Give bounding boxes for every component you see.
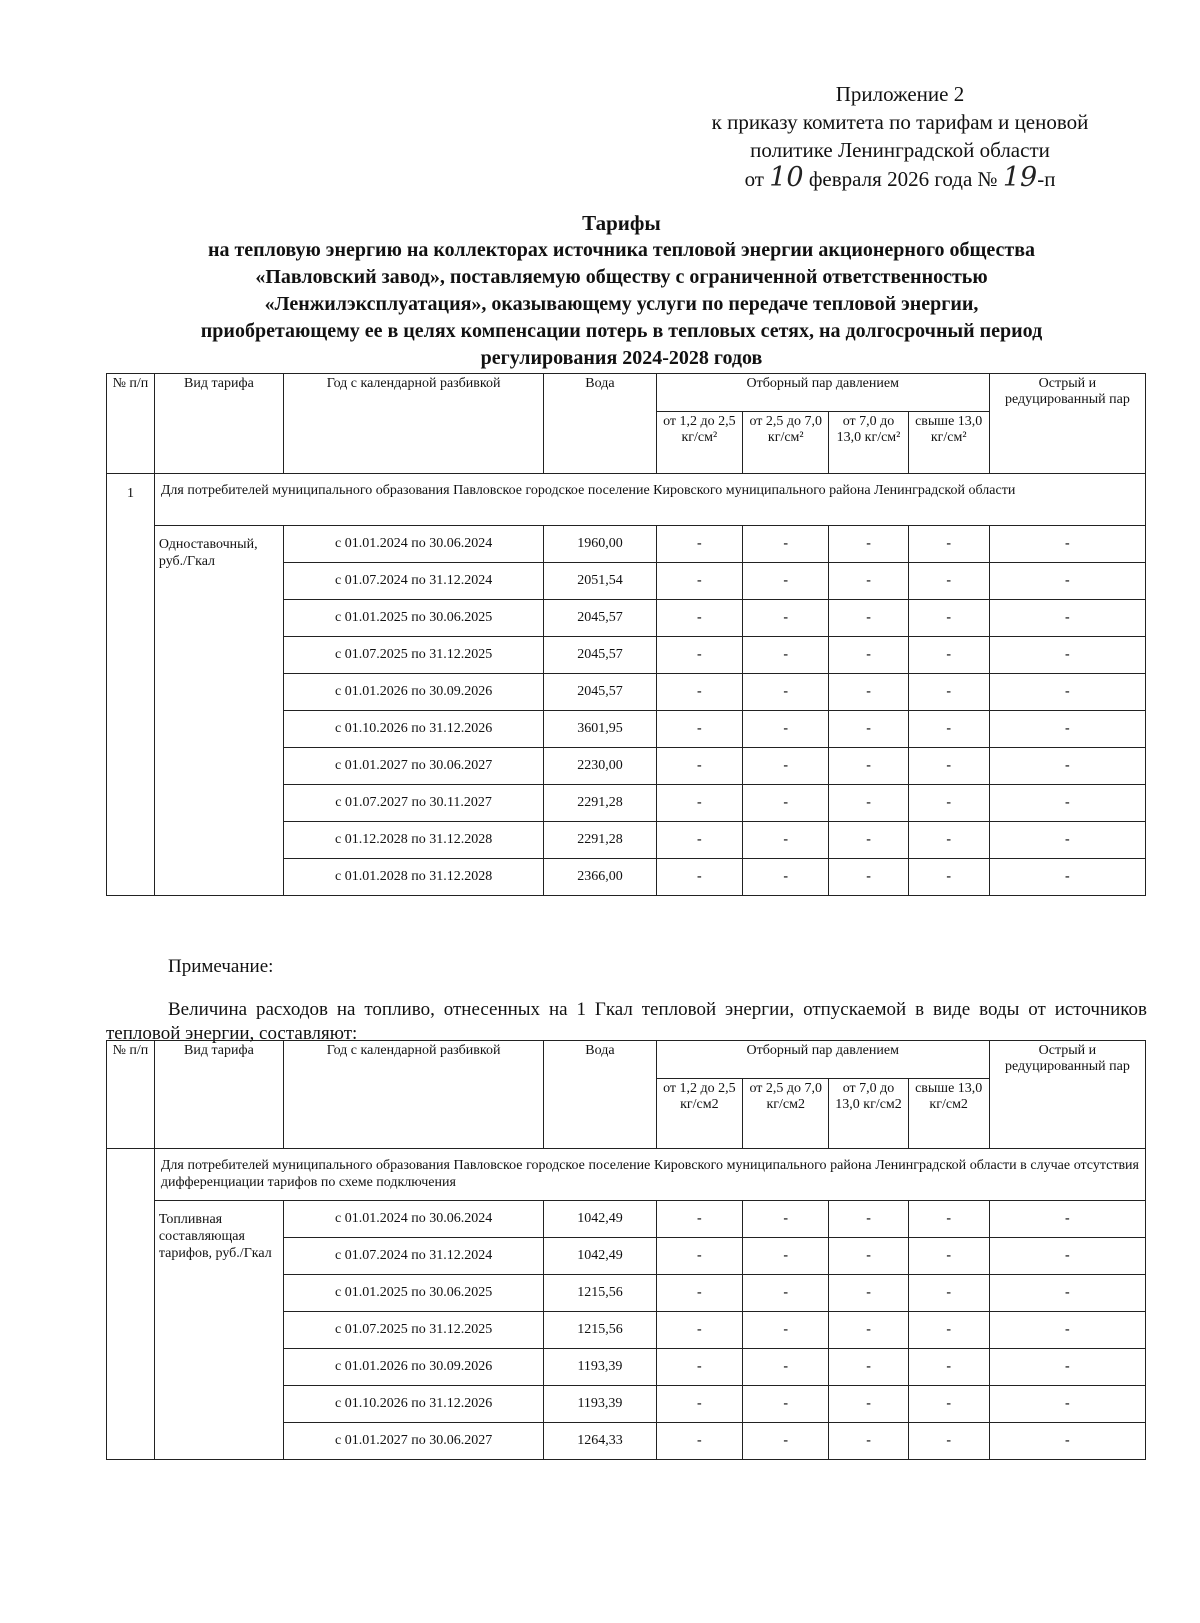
- steam-4-cell: -: [908, 1238, 989, 1275]
- period-cell: с 01.01.2024 по 30.06.2024: [283, 526, 543, 563]
- period-cell: с 01.01.2026 по 30.09.2026: [283, 674, 543, 711]
- steam-2-cell: -: [743, 674, 829, 711]
- row-number: 1: [107, 474, 155, 896]
- acute-cell: -: [989, 674, 1145, 711]
- tariff-table: [106, 373, 1146, 896]
- title-line-5: регулирования 2024-2028 годов: [480, 347, 763, 369]
- steam-4-cell: -: [908, 748, 989, 785]
- handwritten-number: 19: [1002, 162, 1038, 193]
- consumer-group: Для потребителей муниципального образования Павловское городское поселение Кировского муниципального района Ленинградской области: [154, 474, 1145, 526]
- steam-1-cell: -: [656, 674, 742, 711]
- steam-3-cell: -: [829, 526, 908, 563]
- steam-1-cell: -: [656, 1312, 742, 1349]
- acute-cell: -: [989, 1312, 1145, 1349]
- acute-cell: -: [989, 1423, 1145, 1460]
- header-period: Год с календарной разбивкой: [283, 1041, 543, 1149]
- steam-3-cell: -: [829, 785, 908, 822]
- water-cell: 1042,49: [544, 1238, 656, 1275]
- period-cell: с 01.10.2026 по 31.12.2026: [283, 711, 543, 748]
- row-number-empty: [107, 1149, 155, 1460]
- steam-4-cell: -: [908, 822, 989, 859]
- steam-4-cell: -: [908, 637, 989, 674]
- steam-3-cell: -: [829, 1349, 908, 1386]
- steam-2-cell: -: [743, 1312, 829, 1349]
- steam-3-cell: -: [829, 637, 908, 674]
- fuel-component-table: [106, 1040, 1146, 1460]
- consumer-group: Для потребителей муниципального образования Павловское городское поселение Кировского муниципального района Ленинградской области в случае отсутствия дифференциации тарифов по схеме подключения: [154, 1149, 1145, 1201]
- steam-2-cell: -: [743, 1386, 829, 1423]
- steam-4-cell: -: [908, 859, 989, 896]
- steam-3-cell: -: [829, 1423, 908, 1460]
- water-cell: 1264,33: [544, 1423, 656, 1460]
- appendix-block: [670, 80, 1130, 193]
- period-cell: с 01.01.2024 по 30.06.2024: [283, 1201, 543, 1238]
- steam-2-cell: -: [743, 711, 829, 748]
- steam-1-cell: -: [656, 822, 742, 859]
- header-water: Вода: [544, 1041, 656, 1149]
- acute-cell: -: [989, 859, 1145, 896]
- period-cell: с 01.07.2024 по 31.12.2024: [283, 1238, 543, 1275]
- steam-1-cell: -: [656, 1238, 742, 1275]
- acute-cell: -: [989, 1238, 1145, 1275]
- steam-2-cell: -: [743, 785, 829, 822]
- steam-3-cell: -: [829, 822, 908, 859]
- acute-cell: -: [989, 1275, 1145, 1312]
- steam-4-cell: -: [908, 674, 989, 711]
- steam-3-cell: -: [829, 1201, 908, 1238]
- header-acute-steam: Острый и редуцированный пар: [989, 374, 1145, 474]
- water-cell: 2045,57: [544, 637, 656, 674]
- steam-2-cell: -: [743, 1275, 829, 1312]
- water-cell: 1193,39: [544, 1349, 656, 1386]
- steam-2-cell: -: [743, 1238, 829, 1275]
- steam-4-cell: -: [908, 1312, 989, 1349]
- steam-2-cell: -: [743, 526, 829, 563]
- steam-3-cell: -: [829, 563, 908, 600]
- water-cell: 1215,56: [544, 1275, 656, 1312]
- steam-3-cell: -: [829, 748, 908, 785]
- steam-3-cell: -: [829, 600, 908, 637]
- header-period: Год с календарной разбивкой: [283, 374, 543, 474]
- period-cell: с 01.01.2025 по 30.06.2025: [283, 1275, 543, 1312]
- title-line-3: «Ленжилэксплуатация», оказывающему услуги по передаче тепловой энергии,: [264, 293, 979, 315]
- acute-cell: -: [989, 526, 1145, 563]
- steam-4-cell: -: [908, 600, 989, 637]
- period-cell: с 01.01.2027 по 30.06.2027: [283, 748, 543, 785]
- acute-cell: -: [989, 711, 1145, 748]
- steam-1-cell: -: [656, 711, 742, 748]
- title-line-1: на тепловую энергию на коллекторах источника тепловой энергии акционерного общества: [207, 239, 1036, 261]
- steam-1-cell: -: [656, 859, 742, 896]
- header-sub-4: свыше 13,0 кг/см2: [908, 1079, 989, 1149]
- steam-1-cell: -: [656, 1386, 742, 1423]
- acute-cell: -: [989, 785, 1145, 822]
- header-steam: Отборный пар давлением: [656, 1041, 989, 1079]
- appendix-date-line: [670, 164, 1130, 193]
- steam-2-cell: -: [743, 637, 829, 674]
- period-cell: с 01.01.2026 по 30.09.2026: [283, 1349, 543, 1386]
- steam-4-cell: -: [908, 1275, 989, 1312]
- date-prefix: от: [744, 167, 764, 191]
- steam-3-cell: -: [829, 1386, 908, 1423]
- acute-cell: -: [989, 822, 1145, 859]
- tariff-kind: Топливная составляющая тарифов, руб./Гкал: [154, 1201, 283, 1460]
- steam-1-cell: -: [656, 1423, 742, 1460]
- appendix-title: Приложение 2: [835, 82, 965, 106]
- title-line-4: приобретающему ее в целях компенсации потерь в тепловых сетях, на долгосрочный период: [200, 320, 1043, 342]
- note-label: Примечание:: [168, 956, 274, 977]
- steam-4-cell: -: [908, 526, 989, 563]
- tariff-kind: Одноставочный, руб./Гкал: [154, 526, 283, 896]
- steam-1-cell: -: [656, 526, 742, 563]
- steam-2-cell: -: [743, 1349, 829, 1386]
- steam-2-cell: -: [743, 600, 829, 637]
- steam-3-cell: -: [829, 1275, 908, 1312]
- water-cell: 2291,28: [544, 822, 656, 859]
- header-num: № п/п: [107, 1041, 155, 1149]
- steam-2-cell: -: [743, 563, 829, 600]
- water-cell: 1193,39: [544, 1386, 656, 1423]
- period-cell: с 01.10.2026 по 31.12.2026: [283, 1386, 543, 1423]
- steam-4-cell: -: [908, 1201, 989, 1238]
- period-cell: с 01.07.2024 по 31.12.2024: [283, 563, 543, 600]
- acute-cell: -: [989, 563, 1145, 600]
- header-acute-steam: Острый и редуцированный пар: [989, 1041, 1145, 1149]
- header-kind: Вид тарифа: [154, 374, 283, 474]
- steam-1-cell: -: [656, 1201, 742, 1238]
- steam-3-cell: -: [829, 674, 908, 711]
- steam-4-cell: -: [908, 711, 989, 748]
- title-heading: Тарифы: [582, 211, 661, 235]
- appendix-order-line: к приказу комитета по тарифам и ценовой: [711, 110, 1089, 134]
- steam-1-cell: -: [656, 748, 742, 785]
- water-cell: 2045,57: [544, 674, 656, 711]
- note-text: Величина расходов на топливо, отнесенных на 1 Гкал тепловой энергии, отпускаемой в виде воды от источников тепловой энергии, составляют:: [106, 999, 1147, 1044]
- steam-4-cell: -: [908, 1386, 989, 1423]
- water-cell: 2230,00: [544, 748, 656, 785]
- steam-2-cell: -: [743, 748, 829, 785]
- steam-3-cell: -: [829, 859, 908, 896]
- period-cell: с 01.01.2027 по 30.06.2027: [283, 1423, 543, 1460]
- steam-4-cell: -: [908, 1423, 989, 1460]
- water-cell: 2366,00: [544, 859, 656, 896]
- period-cell: с 01.07.2025 по 31.12.2025: [283, 637, 543, 674]
- number-suffix: -п: [1037, 167, 1056, 191]
- steam-1-cell: -: [656, 563, 742, 600]
- steam-4-cell: -: [908, 1349, 989, 1386]
- steam-2-cell: -: [743, 1423, 829, 1460]
- steam-3-cell: -: [829, 711, 908, 748]
- water-cell: 2291,28: [544, 785, 656, 822]
- appendix-committee-line: политике Ленинградской области: [750, 138, 1050, 162]
- steam-3-cell: -: [829, 1312, 908, 1349]
- period-cell: с 01.01.2025 по 30.06.2025: [283, 600, 543, 637]
- water-cell: 1042,49: [544, 1201, 656, 1238]
- title-line-2: «Павловский завод», поставляемую обществу с ограниченной ответственностью: [255, 266, 988, 288]
- steam-3-cell: -: [829, 1238, 908, 1275]
- period-cell: с 01.12.2028 по 31.12.2028: [283, 822, 543, 859]
- steam-2-cell: -: [743, 1201, 829, 1238]
- header-water: Вода: [544, 374, 656, 474]
- header-num: № п/п: [107, 374, 155, 474]
- water-cell: 2051,54: [544, 563, 656, 600]
- header-sub-1: от 1,2 до 2,5 кг/см²: [656, 412, 742, 474]
- header-sub-3: от 7,0 до 13,0 кг/см2: [829, 1079, 908, 1149]
- steam-4-cell: -: [908, 785, 989, 822]
- period-cell: с 01.07.2027 по 30.11.2027: [283, 785, 543, 822]
- header-steam: Отборный пар давлением: [656, 374, 989, 412]
- header-sub-1: от 1,2 до 2,5 кг/см2: [656, 1079, 742, 1149]
- water-cell: 2045,57: [544, 600, 656, 637]
- acute-cell: -: [989, 1386, 1145, 1423]
- table-row: [107, 1201, 1146, 1238]
- steam-2-cell: -: [743, 859, 829, 896]
- date-month-year: февраля 2026 года №: [808, 167, 998, 191]
- water-cell: 1215,56: [544, 1312, 656, 1349]
- acute-cell: -: [989, 1201, 1145, 1238]
- acute-cell: -: [989, 637, 1145, 674]
- acute-cell: -: [989, 1349, 1145, 1386]
- period-cell: с 01.07.2025 по 31.12.2025: [283, 1312, 543, 1349]
- water-cell: 1960,00: [544, 526, 656, 563]
- steam-1-cell: -: [656, 1275, 742, 1312]
- handwritten-day: 10: [769, 162, 804, 193]
- header-sub-2: от 2,5 до 7,0 кг/см2: [743, 1079, 829, 1149]
- water-cell: 3601,95: [544, 711, 656, 748]
- document-title: [95, 210, 1148, 372]
- acute-cell: -: [989, 600, 1145, 637]
- steam-1-cell: -: [656, 637, 742, 674]
- header-kind: Вид тарифа: [154, 1041, 283, 1149]
- steam-1-cell: -: [656, 785, 742, 822]
- header-sub-3: от 7,0 до 13,0 кг/см²: [829, 412, 908, 474]
- table-row: [107, 526, 1146, 563]
- steam-4-cell: -: [908, 563, 989, 600]
- steam-1-cell: -: [656, 600, 742, 637]
- steam-2-cell: -: [743, 822, 829, 859]
- steam-1-cell: -: [656, 1349, 742, 1386]
- header-sub-4: свыше 13,0 кг/см²: [908, 412, 989, 474]
- header-sub-2: от 2,5 до 7,0 кг/см²: [743, 412, 829, 474]
- acute-cell: -: [989, 748, 1145, 785]
- period-cell: с 01.01.2028 по 31.12.2028: [283, 859, 543, 896]
